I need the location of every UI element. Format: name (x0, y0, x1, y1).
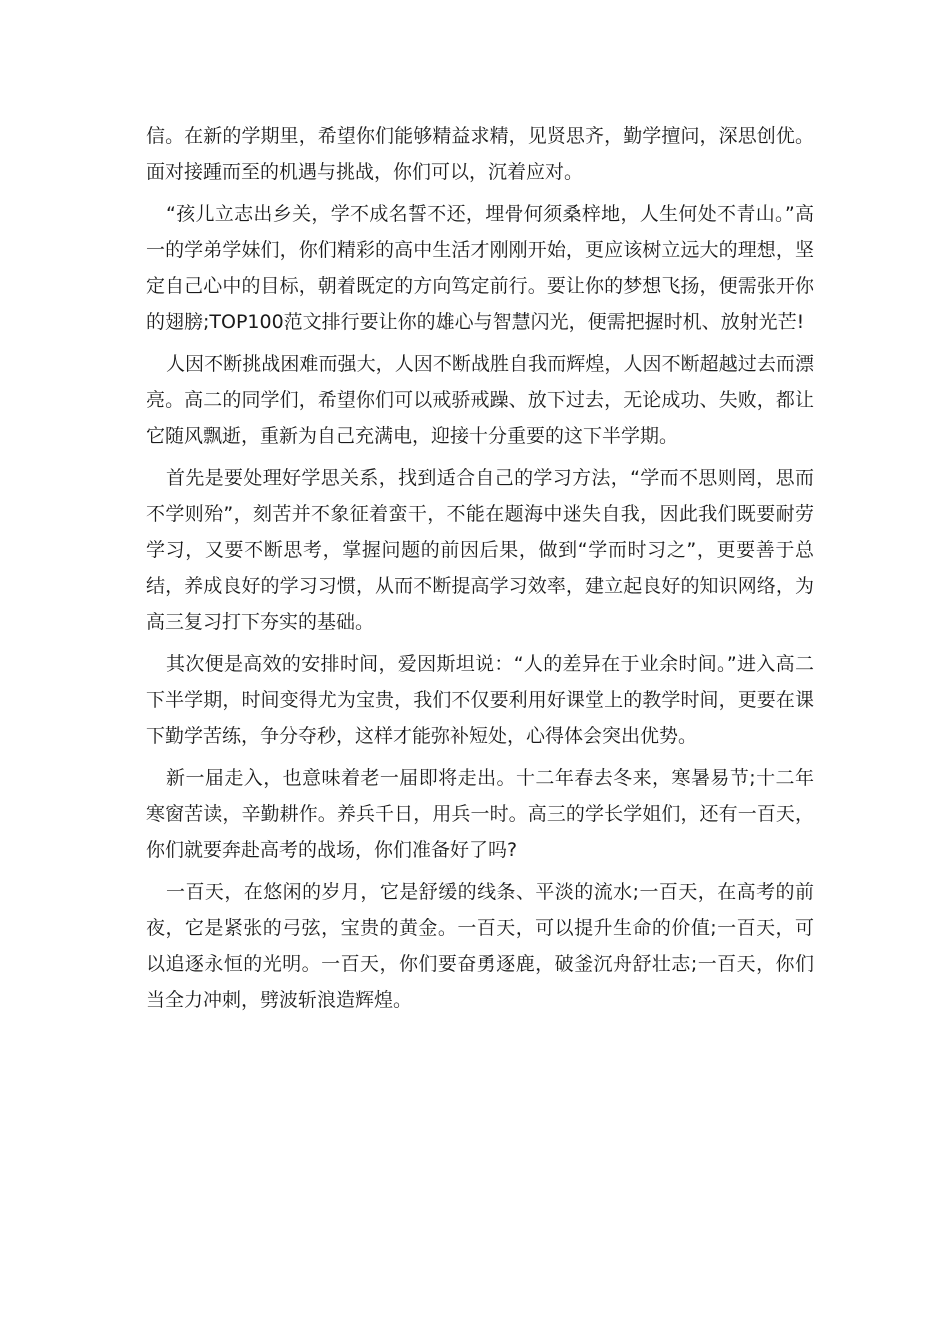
paragraph-1: 信。在新的学期里，希望你们能够精益求精，见贤思齐，勤学擅问，深思创优。面对接踵而至的机遇与挑战，你们可以，沉着应对。 (146, 125, 814, 183)
document-body (146, 118, 814, 1018)
paragraph-5: 其次便是高效的安排时间，爱因斯坦说：“人的差异在于业余时间。”进入高二下半学期，时间变得尤为宝贵，我们不仅要利用好课堂上的教学时间，更要在课下勤学苦练，争分夺秒，这样才能弥补短处，心得体会突出优势。 (146, 653, 814, 747)
paragraph-4: 首先是要处理好学思关系，找到适合自己的学习方法，“学而不思则罔，思而不学则殆”，刻苦并不象征着蛮干，不能在题海中迷失自我，因此我们既要耐劳学习，又要不断思考，掌握问题的前因后果，做到“学而时习之”，更要善于总结，养成良好的学习习惯，从而不断提高学习效率，建立起良好的知识网络，为高三复习打下夯实的基础。 (146, 467, 814, 633)
paragraph-6: 新一届走入，也意味着老一届即将走出。十二年春去冬来，寒暑易节;十二年寒窗苦读，辛勤耕作。养兵千日，用兵一时。高三的学长学姐们，还有一百天，你们就要奔赴高考的战场，你们准备好了吗? (146, 767, 814, 861)
paragraph-3: 人因不断挑战困难而强大，人因不断战胜自我而辉煌，人因不断超越过去而漂亮。高二的同学们，希望你们可以戒骄戒躁、放下过去，无论成功、失败，都让它随风飘逝，重新为自己充满电，迎接十分重要的这下半学期。 (146, 353, 814, 447)
paragraph-7: 一百天，在悠闲的岁月，它是舒缓的线条、平淡的流水;一百天，在高考的前夜，它是紧张的弓弦，宝贵的黄金。一百天，可以提升生命的价值;一百天，可以追逐永恒的光明。一百天，你们要奋勇逐鹿，破釜沉舟舒壮志;一百天，你们当全力冲刺，劈波斩浪造辉煌。 (146, 881, 814, 1011)
paragraph-2: “孩儿立志出乡关，学不成名誓不还，埋骨何须桑梓地，人生何处不青山。”高一的学弟学妹们，你们精彩的高中生活才刚刚开始，更应该树立远大的理想，坚定自己心中的目标，朝着既定的方向笃定前行。要让你的梦想飞扬，便需张开你的翅膀;TOP100范文排行要让你的雄心与智慧闪光，便需把握时机、放射光芒! (146, 203, 814, 333)
